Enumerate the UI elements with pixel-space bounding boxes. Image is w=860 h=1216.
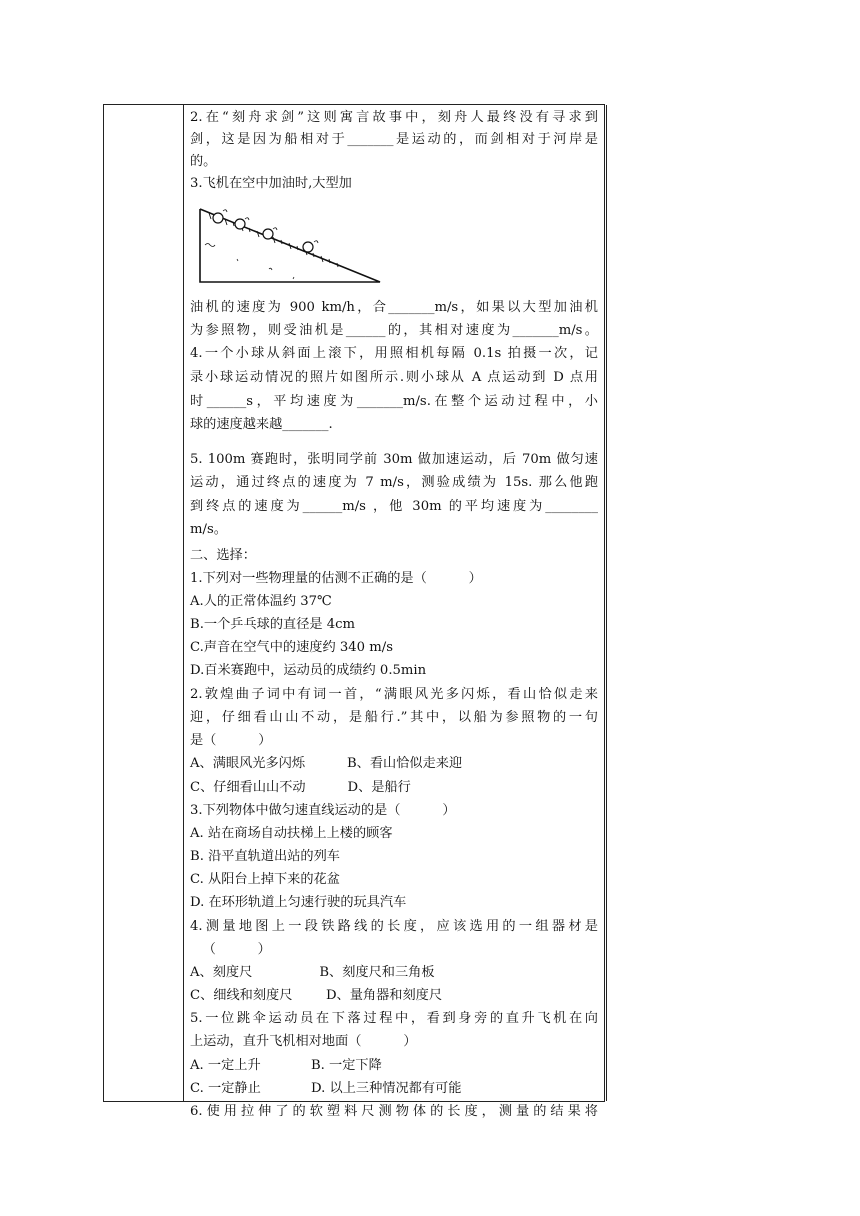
fill-q5-line1: 5. 100m 赛跑时，张明同学前 30m 做加速运动，后 70m 做匀速	[190, 452, 598, 467]
choice-2-question-line1: 2.敦煌曲子词中有词一首，“满眼风光多闪烁，看山恰似走来	[190, 687, 598, 702]
choice-2-question-line3: 是（ ）	[190, 733, 272, 748]
column-divider-left	[183, 105, 184, 1101]
fill-q3-line3: 为参照物，则受油机是______的，其相对速度为_______m/s。	[190, 323, 598, 338]
ball-a	[213, 213, 223, 223]
choice-6-question-line1: 6.使用拉伸了的软塑料尺测物体的长度，测量的结果将	[190, 1104, 598, 1119]
fill-q2-line2: 剑，这是因为船相对于_______是运动的，而剑相对于河岸是	[190, 132, 598, 147]
fill-q3-line2: 油机的速度为 900 km/h，合_______m/s，如果以大型加油机	[190, 300, 598, 315]
choice-3-question: 3.下列物体中做匀速直线运动的是（ ）	[190, 803, 456, 818]
fill-q5-line4: m/s。	[190, 522, 227, 537]
fill-q3-line1: 3.飞机在空中加油时,大型加	[190, 176, 352, 191]
ball-b	[235, 219, 245, 229]
choice-1-question: 1.下列对一些物理量的估测不正确的是（ ）	[190, 571, 482, 586]
incline-ball-figure	[197, 207, 387, 285]
fill-q2-line3: 的。	[190, 154, 217, 169]
choice-4-options-ab: A、刻度尺 B、刻度尺和三角板	[190, 965, 435, 980]
fill-q4-line4: 球的速度越来越_______.	[190, 417, 333, 432]
ball-c	[263, 229, 273, 239]
fill-q4-line3: 时______s，平均速度为_______m/s.在整个运动过程中，小	[190, 394, 598, 409]
choice-3-option-c: C. 从阳台上掉下来的花盆	[190, 872, 340, 887]
choice-4-options-cd: C、细线和刻度尺 D、量角器和刻度尺	[190, 988, 443, 1003]
choice-1-option-d: D.百米赛跑中，运动员的成绩约 0.5min	[190, 663, 427, 678]
choice-5-options-cd: C. 一定静止 D. 以上三种情况都有可能	[190, 1081, 462, 1096]
choice-1-option-b: B.一个乒乓球的直径是 4cm	[190, 617, 356, 632]
fill-q4-line2: 录小球运动情况的照片如图所示.则小球从 A 点运动到 D 点用	[190, 370, 598, 385]
choice-3-option-d: D. 在环形轨道上匀速行驶的玩具汽车	[190, 895, 407, 910]
fill-q5-line2: 运动，通过终点的速度为 7 m/s，测验成绩为 15s. 那么他跑	[190, 475, 598, 490]
choice-3-option-a: A. 站在商场自动扶梯上上楼的顾客	[190, 826, 393, 841]
choice-2-options-ab: A、满眼风光多闪烁 B、看山恰似走来迎	[190, 756, 463, 771]
fill-q4-line1: 4.一个小球从斜面上滚下，用照相机每隔 0.1s 拍摄一次，记	[190, 346, 598, 361]
choice-1-option-c: C.声音在空气中的速度约 340 m/s	[190, 640, 393, 655]
fill-q5-line3: 到终点的速度为______m/s ，他 30m 的平均速度为________	[190, 499, 598, 514]
choice-1-option-a: A.人的正常体温约 37℃	[190, 594, 332, 609]
choice-2-options-cd: C、仔细看山山不动 D、是船行	[190, 780, 411, 795]
column-divider-right	[606, 105, 607, 1101]
ball-d	[303, 242, 313, 252]
fill-q2-line1: 2.在“刻舟求剑”这则寓言故事中，刻舟人最终没有寻求到	[190, 110, 598, 125]
choice-2-question-line2: 迎，仔细看山山不动，是船行.”其中，以船为参照物的一句	[190, 710, 598, 725]
choice-3-option-b: B. 沿平直轨道出站的列车	[190, 849, 340, 864]
choice-5-question-line1: 5.一位跳伞运动员在下落过程中，看到身旁的直升飞机在向	[190, 1011, 598, 1026]
choice-5-question-line2: 上运动，直升飞机相对地面（ ）	[190, 1034, 417, 1049]
choice-5-options-ab: A. 一定上升 B. 一定下降	[190, 1058, 382, 1073]
choice-heading: 二、选择：	[190, 548, 256, 563]
choice-4-question-line2: （ ）	[190, 942, 271, 957]
choice-4-question-line1: 4.测量地图上一段铁路线的长度，应该选用的一组器材是	[190, 919, 598, 934]
rolling-balls	[213, 213, 313, 252]
